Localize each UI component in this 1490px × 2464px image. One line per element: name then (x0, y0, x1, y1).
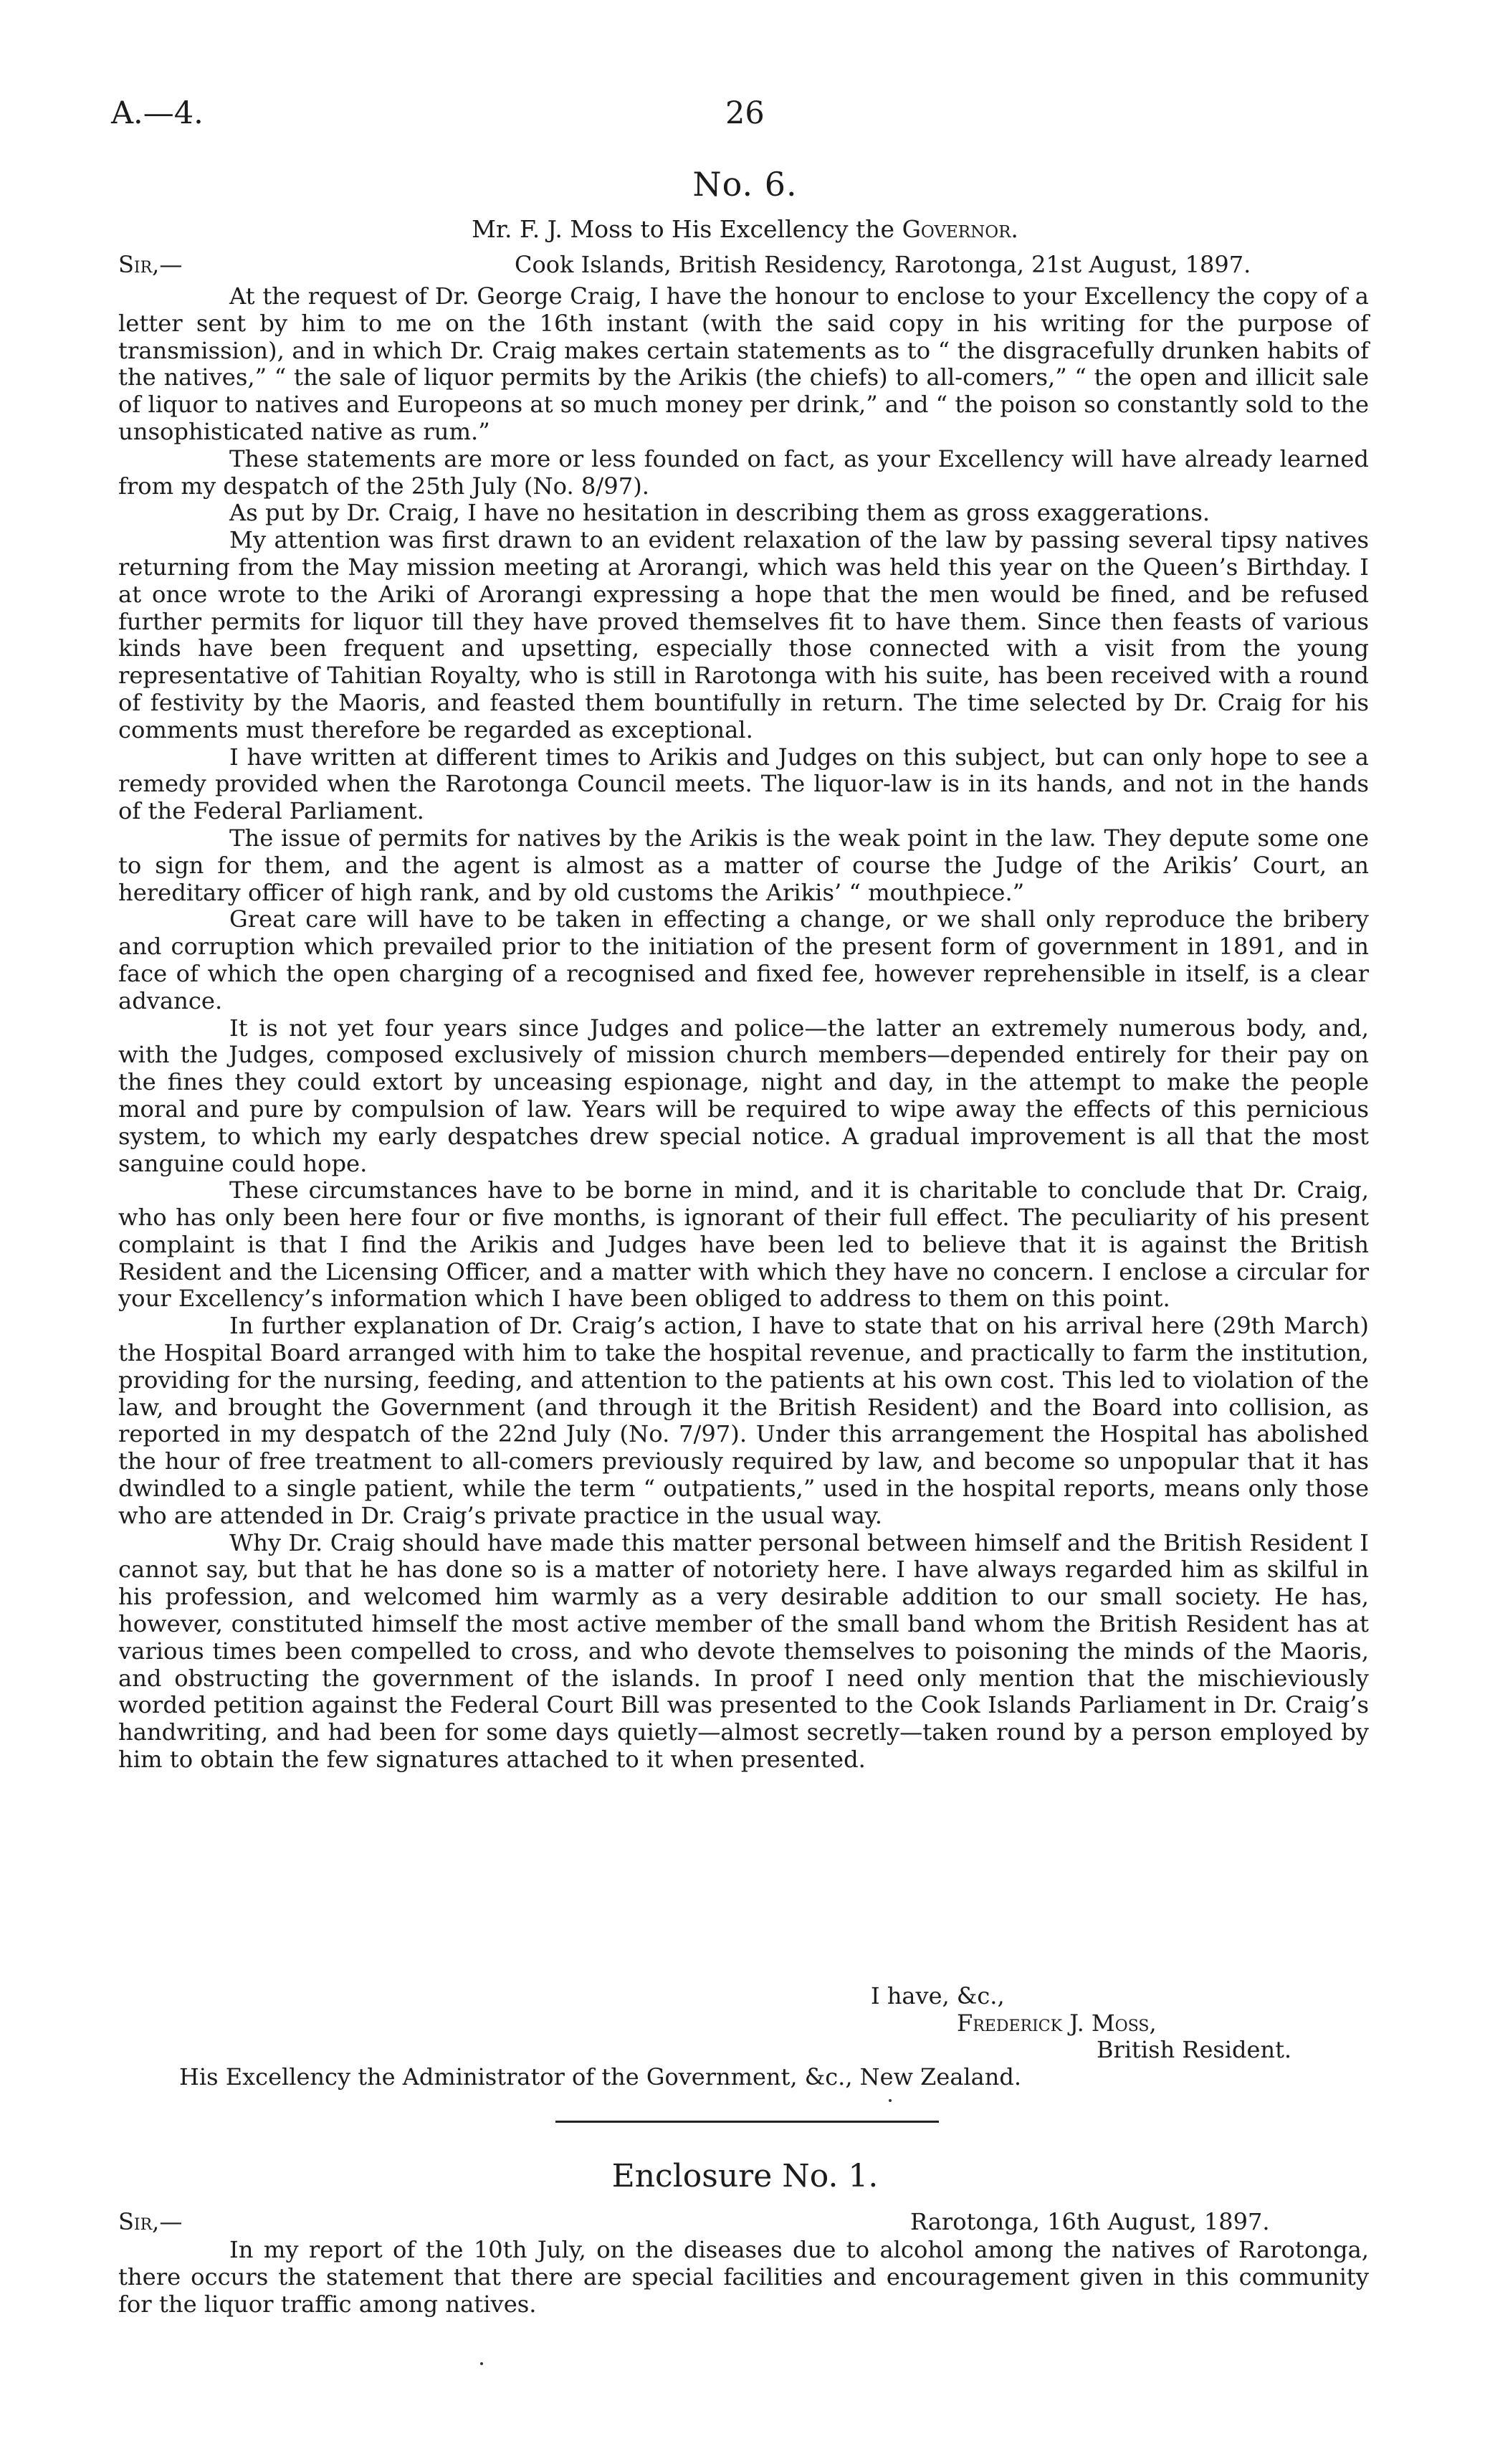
letter-salutation: Sir,— (118, 251, 183, 278)
signatory-title: British Resident. (1097, 2036, 1292, 2063)
letter-paragraph: These statements are more or less founded on fact, as your Excellency will have already learned from my despatch of the 25th July (No. 8/97). (118, 444, 1369, 500)
enclosure-salutation: Sir,— (118, 2208, 183, 2235)
letter-paragraph: Great care will have to be taken in effecting a change, or we shall only reproduce the bribery and corruption which prevailed prior to the initiation of the present form of government in 1891, and in face of which the open charging of a recognised and fixed fee, however reprehensible in itself, is a clear advance. (118, 905, 1369, 1014)
letter-number-title: No. 6. (692, 165, 798, 204)
letter-body (118, 283, 1369, 1774)
letter-paragraph: It is not yet four years since Judges and police—the latter an extremely numerous body, and, with the Judges, composed exclusively of mission church members—depended entirely for their pay on the fines they could extort by unceasing espionage, night and day, in the attempt to make the people moral and pure by compulsion of law. Years will be required to wipe away the effects of this pernicious system, to which my early despatches drew special notice. A gradual improvement is all that the most sanguine could hope. (118, 1014, 1369, 1177)
stray-mark (480, 2362, 483, 2365)
enclosure-title: Enclosure No. 1. (611, 2158, 879, 2194)
document-reference: A.—4. (111, 95, 204, 131)
page-number: 26 (725, 95, 765, 131)
subtitle-text: Mr. F. J. Moss to His Excellency the (472, 215, 902, 243)
complimentary-close: I have, &c., (871, 1982, 1005, 2009)
enclosure-dateline: Rarotonga, 16th August, 1897. (910, 2208, 1270, 2235)
letter-paragraph: My attention was first drawn to an evident relaxation of the law by passing several tipsy natives returning from the May mission meeting at Arorangi, which was held this year on the Queen’s Birthday. I at once wrote to the Ariki of Arorangi expressing a hope that the men would be fined, and be refused further permits for liquor till they have proved themselves fit to have them. Since then feasts of various kinds have been frequent and upsetting, especially those connected with a visit from the young representative of Tahitian Royalty, who is still in Rarotonga with his suite, has been received with a round of festivity by the Maoris, and feasted them bountifully in return. The time selected by Dr. Craig for his comments must therefore be regarded as exceptional. (118, 526, 1369, 743)
letter-paragraph: As put by Dr. Craig, I have no hesitation in describing them as gross exaggerations. (229, 499, 1210, 527)
subtitle-governor: Governor. (902, 215, 1018, 243)
section-divider (555, 2121, 939, 2123)
letter-paragraph: Why Dr. Craig should have made this matter personal between himself and the British Resident I cannot say, but that he has done so is a matter of notoriety here. I have always regarded him as skilful in his profession, and welcomed him warmly as a very desirable addition to our small society. He has, however, constituted himself the most active member of the small band whom the British Resident has at various times been compelled to cross, and who devote themselves to poisoning the minds of the Maoris, and obstructing the government of the islands. In proof I need only mention that the mischieviously worded petition against the Federal Court Bill was presented to the Cook Islands Parliament in Dr. Craig’s handwriting, and had been for some days quietly—almost secretly—taken round by a person employed by him to obtain the few signatures attached to it when presented. (118, 1528, 1369, 1774)
addressee-line: His Excellency the Administrator of the Government, &c., New Zealand. (179, 2063, 1021, 2090)
letter-paragraph: These circumstances have to be borne in mind, and it is charitable to conclude that Dr. Craig, who has only been here four or five months, is ignorant of their full effect. The peculiarity of his present complaint is that I find the Arikis and Judges have been led to believe that it is against the British Resident and the Licensing Officer, and a matter with which they have no concern. I enclose a circular for your Excellency’s information which I have been obliged to address to them on this point. (118, 1176, 1369, 1313)
enclosure-body (118, 2237, 1369, 2318)
letter-subtitle (0, 215, 1490, 243)
enclosure-paragraph: In my report of the 10th July, on the diseases due to alcohol among the natives of Rarotonga, there occurs the statement that there are special facilities and encouragement given in this community for the liquor traffic among natives. (118, 2236, 1369, 2318)
letter-paragraph: In further explanation of Dr. Craig’s action, I have to state that on his arrival here (29th March) the Hospital Board arranged with him to take the hospital revenue, and practically to farm the institution, providing for the nursing, feeding, and attention to the patients at his own cost. This led to violation of the law, and brought the Government (and through it the British Resident) and the Board into collision, as reported in my despatch of the 22nd July (No. 7/97). Under this arrangement the Hospital has abolished the hour of free treatment to all-comers previously required by law, and become so unpopular that it has dwindled to a single patient, while the term “ outpatients,” used in the hospital reports, means only those who are attended in Dr. Craig’s private practice in the usual way. (118, 1312, 1369, 1529)
signatory-name: Frederick J. Moss, (957, 2009, 1157, 2037)
letter-paragraph: I have written at different times to Arikis and Judges on this subject, but can only hope to see a remedy provided when the Rarotonga Council meets. The liquor-law is in its hands, and not in the hands of the Federal Parliament. (118, 743, 1369, 825)
letter-dateline: Cook Islands, British Residency, Rarotonga, 21st August, 1897. (515, 251, 1251, 278)
separator-dot (889, 2099, 892, 2102)
letter-paragraph: At the request of Dr. George Craig, I have the honour to enclose to your Excellency the copy of a letter sent by him to me on the 16th instant (with the said copy in his writing for the purpose of transmission), and in which Dr. Craig makes certain statements as to “ the disgracefully drunken habits of the natives,” “ the sale of liquor permits by the Arikis (the chiefs) to all-comers,” “ the open and illicit sale of liquor to natives and Europeons at so much money per drink,” and “ the poison so constantly sold to the unsophisticated native as rum.” (118, 282, 1369, 445)
letter-paragraph: The issue of permits for natives by the Arikis is the weak point in the law. They depute some one to sign for them, and the agent is almost as a matter of course the Judge of the Arikis’ Court, an hereditary officer of high rank, and by old customs the Arikis’ “ mouthpiece.” (118, 824, 1369, 906)
